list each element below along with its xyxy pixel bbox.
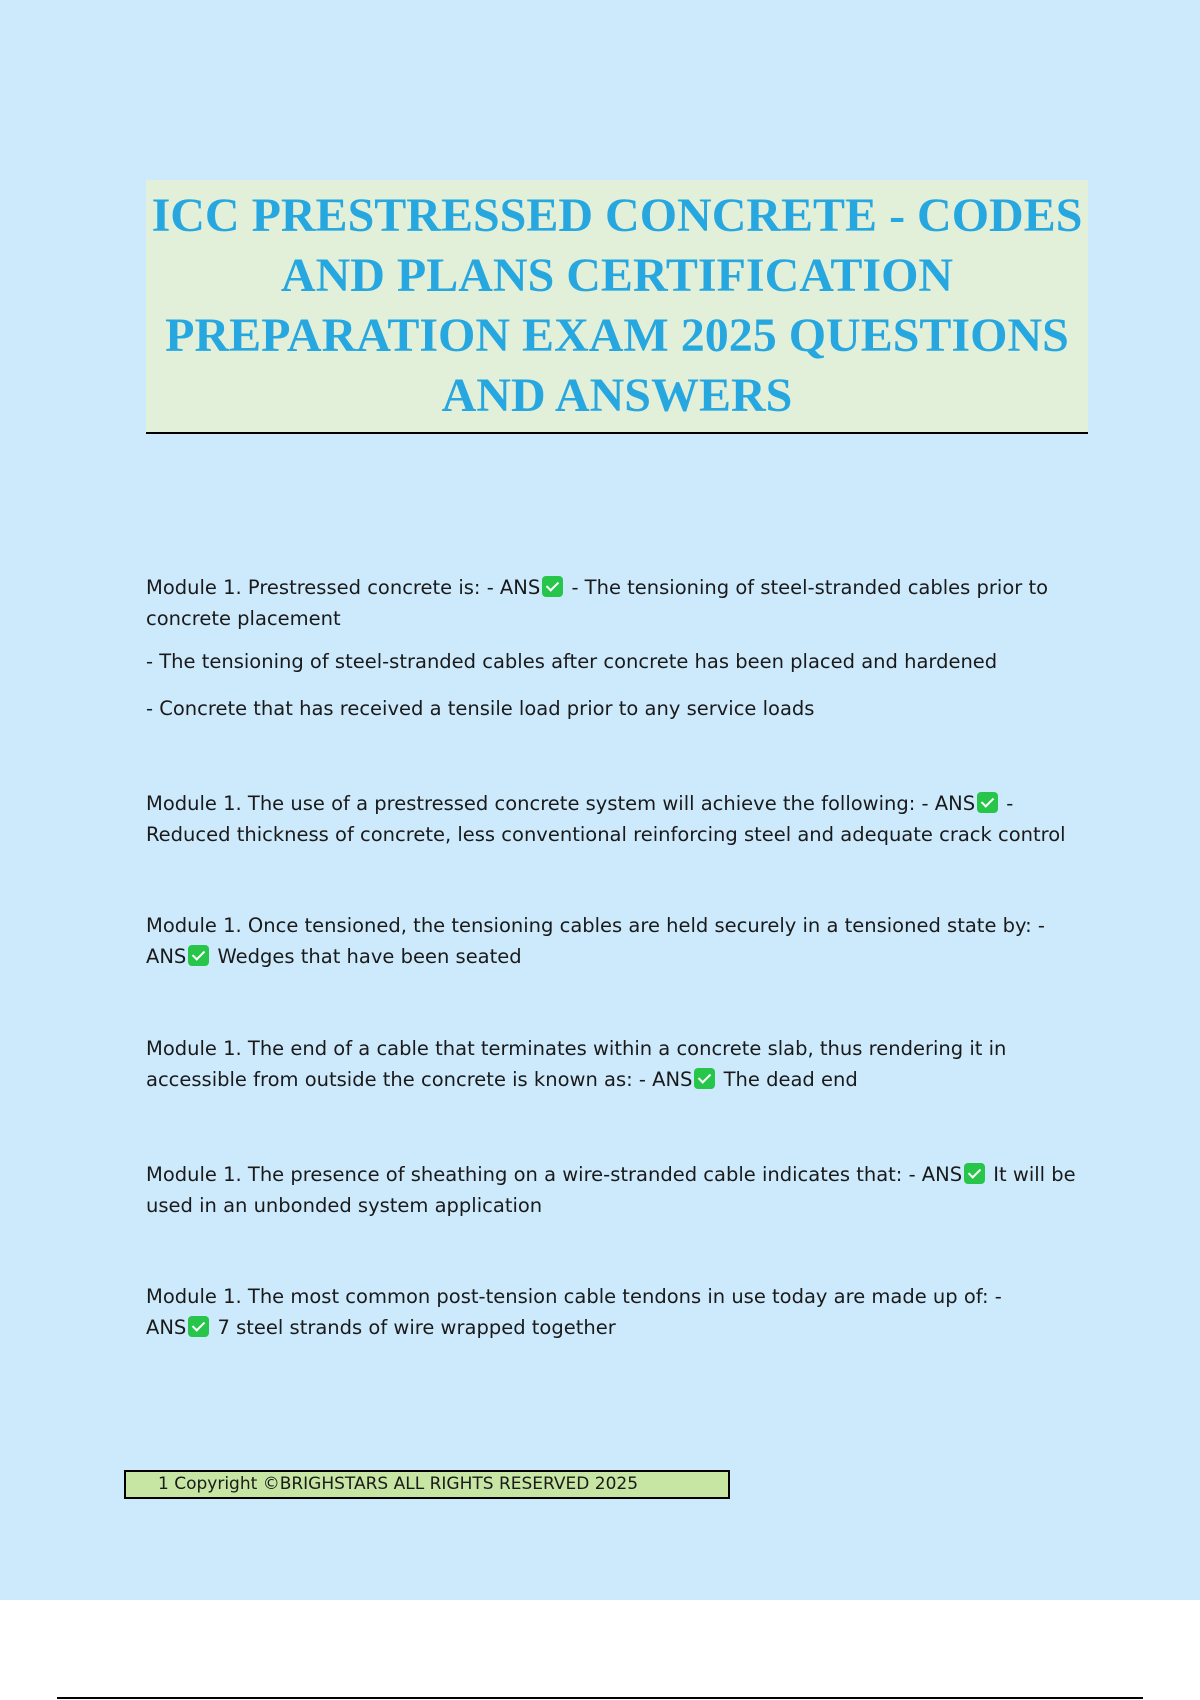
- question-line: [146, 1159, 1096, 1190]
- answer-text: It will be: [987, 1163, 1076, 1186]
- question-text: Module 1. Prestressed concrete is: - ANS: [146, 576, 541, 599]
- title-line: ICC PRESTRESSED CONCRETE - CODES: [151, 189, 1083, 242]
- check-mark-icon: [694, 1068, 715, 1089]
- answer-option: - The tensioning of steel-stranded cables after concrete has been placed and hardened: [146, 650, 998, 673]
- answer-text: Wedges that have been seated: [211, 945, 522, 968]
- check-mark-icon: [188, 1316, 209, 1337]
- answer-text: The dead end: [717, 1068, 858, 1091]
- qa-item: [146, 1281, 1096, 1343]
- check-mark-icon: [542, 576, 563, 597]
- qa-item: [146, 1033, 1096, 1095]
- answer-line: Reduced thickness of concrete, less conventional reinforcing steel and adequate crack control: [146, 823, 1066, 846]
- title-line: AND PLANS CERTIFICATION: [280, 249, 954, 302]
- check-mark-icon: [977, 792, 998, 813]
- answer-text: -: [1000, 792, 1014, 815]
- title-line: PREPARATION EXAM 2025 QUESTIONS: [165, 309, 1069, 362]
- answer-text: - The tensioning of steel-stranded cables prior to: [565, 576, 1049, 599]
- document-title-banner: [146, 180, 1088, 434]
- question-line: Module 1. The end of a cable that terminates within a concrete slab, thus rendering it in: [146, 1037, 1007, 1060]
- question-line: Module 1. Once tensioned, the tensioning cables are held securely in a tensioned state by: -: [146, 914, 1045, 937]
- answer-prefix: ANS: [146, 1316, 187, 1339]
- answer-option: - Concrete that has received a tensile load prior to any service loads: [146, 697, 815, 720]
- page-divider: [57, 1697, 1143, 1699]
- title-line: AND ANSWERS: [441, 369, 793, 422]
- question-text: Module 1. The presence of sheathing on a wire-stranded cable indicates that: - ANS: [146, 1163, 963, 1186]
- question-line: Module 1. The most common post-tension cable tendons in use today are made up of: -: [146, 1285, 1002, 1308]
- answer-line: [146, 1312, 1096, 1343]
- answer-prefix: accessible from outside the concrete is known as: - ANS: [146, 1068, 693, 1091]
- question-text: Module 1. The use of a prestressed concrete system will achieve the following: - ANS: [146, 792, 976, 815]
- question-line: [146, 788, 1096, 819]
- qa-item: [146, 572, 1096, 724]
- qa-item: [146, 788, 1096, 850]
- qa-item: [146, 1159, 1096, 1221]
- answer-line: concrete placement: [146, 607, 341, 630]
- answer-line: [146, 1064, 1096, 1095]
- check-mark-icon: [964, 1163, 985, 1184]
- answer-line: used in an unbonded system application: [146, 1194, 543, 1217]
- qa-item: [146, 910, 1096, 972]
- answer-line: [146, 941, 1096, 972]
- answer-prefix: ANS: [146, 945, 187, 968]
- question-line: [146, 572, 1096, 603]
- copyright-footer: 1 Copyright ©BRIGHSTARS ALL RIGHTS RESERVED 2025: [124, 1470, 730, 1499]
- answer-text: 7 steel strands of wire wrapped together: [211, 1316, 616, 1339]
- check-mark-icon: [188, 945, 209, 966]
